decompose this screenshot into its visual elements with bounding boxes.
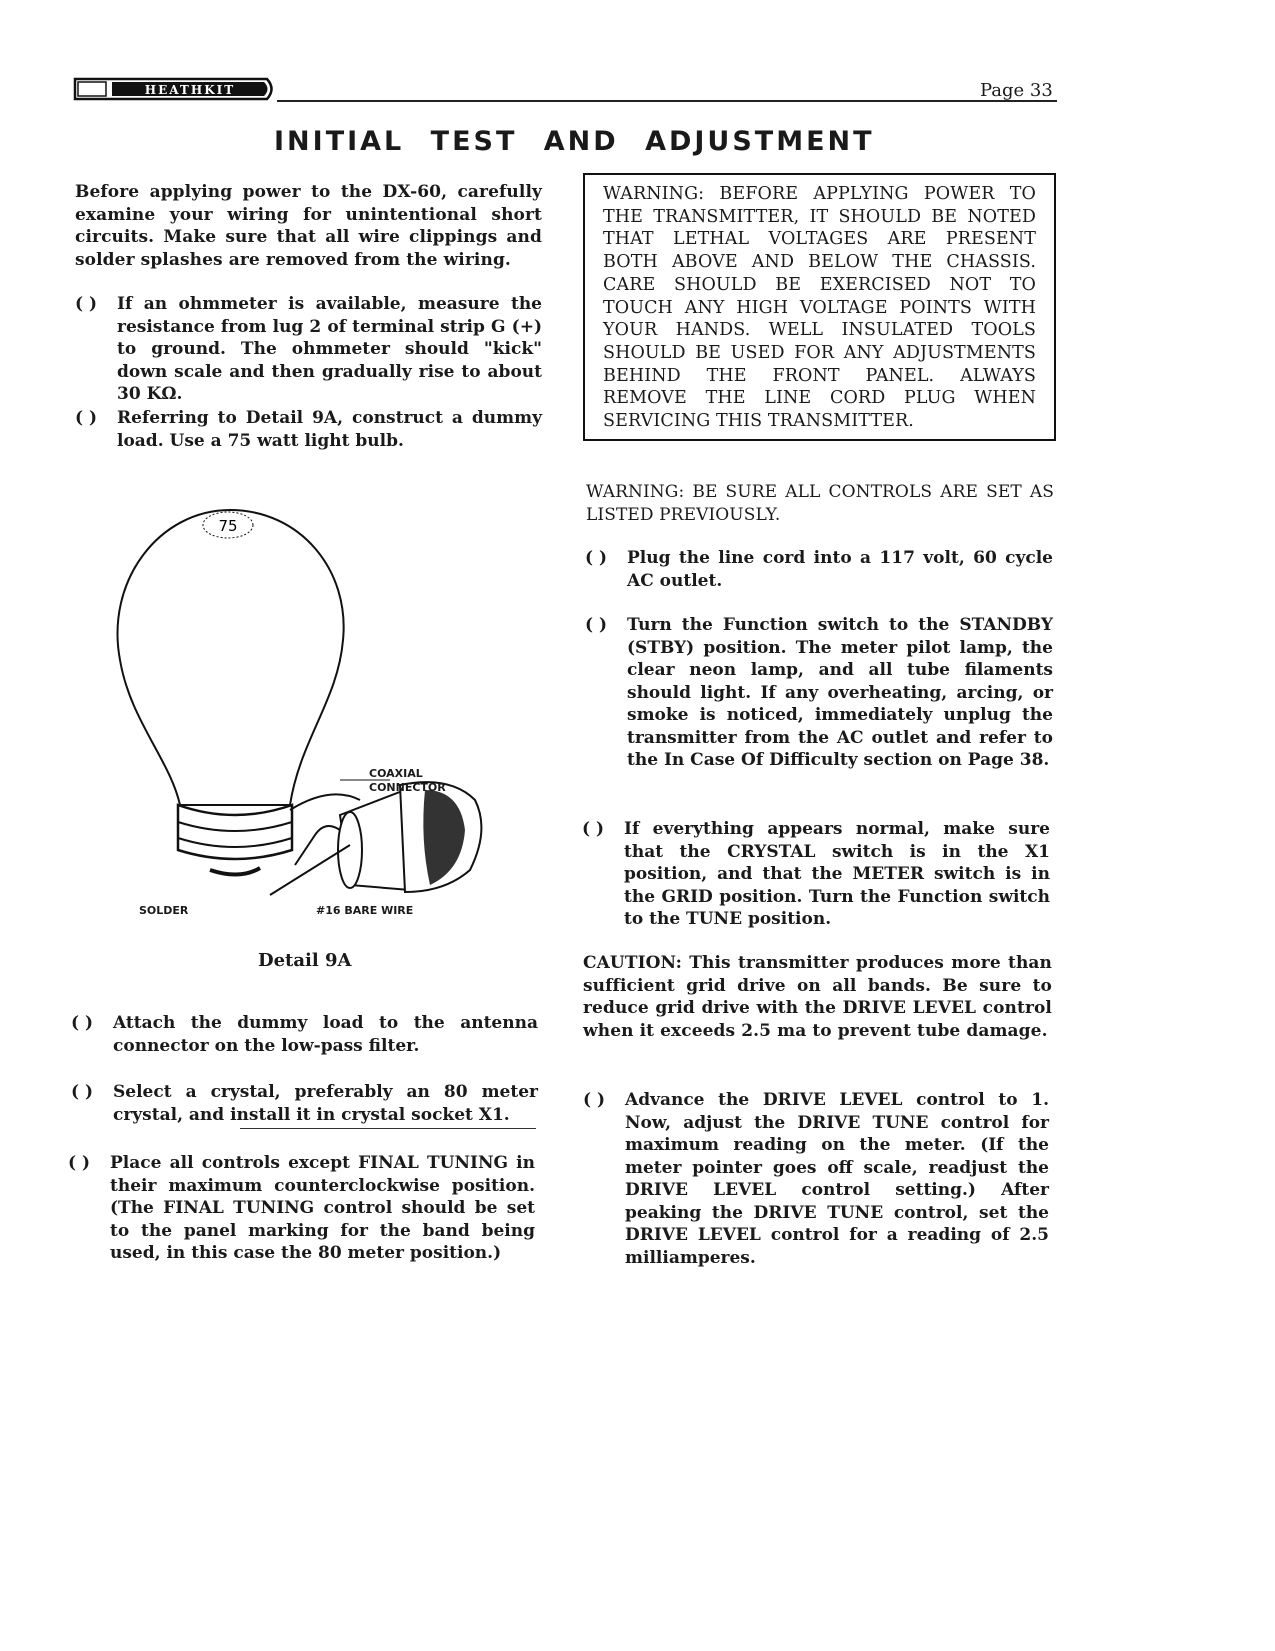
step-checkbox[interactable]: ( ) — [75, 294, 98, 314]
step-plug-line-cord: ( ) Plug the line cord into a 117 volt, 60 cycle AC outlet. — [585, 548, 1053, 591]
step-drive-level: ( ) Advance the DRIVE LEVEL control to 1. Now, adjust the DRIVE TUNE control for maximum reading on the meter. (If the meter pointer goes off scale, readjust the DRIVE LEVEL control setting.) After peaking the DRIVE TUNE control, set the DRIVE LEVEL control for a reading of 2.5 milliamperes. — [583, 1090, 1049, 1268]
warning-controls: WARNING: BE SURE ALL CONTROLS ARE SET AS LISTED PREVIOUSLY. — [586, 482, 1054, 525]
step-checkbox[interactable]: ( ) — [75, 408, 98, 428]
warning-box — [583, 173, 1056, 441]
intro-paragraph: Before applying power to the DX-60, carefully examine your wiring for unintentional short circuits. Make sure that all wire clippings and solder splashes are removed from the wiring. — [75, 182, 542, 270]
step-select-crystal: ( ) Select a crystal, preferably an 80 meter crystal, and install it in crystal socket X1. — [71, 1082, 538, 1125]
caution-paragraph: CAUTION: This transmitter produces more than sufficient grid drive on all bands. Be sure to reduce grid drive with the DRIVE LEVEL control when it exceeds 2.5 ma to prevent tube damage. — [583, 953, 1052, 1041]
svg-text:HEATHKIT: HEATHKIT — [144, 83, 236, 97]
step-checkbox[interactable]: ( ) — [582, 819, 605, 839]
step-checkbox[interactable]: ( ) — [585, 548, 608, 568]
step-checkbox[interactable]: ( ) — [583, 1090, 606, 1110]
bulb-wattage-mark: 75 — [218, 517, 238, 535]
step-crystal-switch: ( ) If everything appears normal, make sure that the CRYSTAL switch is in the X1 position, and that the METER switch is in the GRID position. Turn the Function switch to the TUNE position. — [582, 819, 1050, 929]
label-solder: SOLDER — [139, 904, 189, 917]
header-rule — [277, 100, 1057, 102]
step-place-controls: ( ) Place all controls except FINAL TUNING in their maximum counterclockwise position. (The FINAL TUNING control should be set to the panel marking for the band being used, in this case the 80 meter position.) — [68, 1153, 535, 1263]
step-dummy-load: ( ) Referring to Detail 9A, construct a dummy load. Use a 75 watt light bulb. — [75, 408, 542, 451]
detail-9a-illustration — [100, 500, 520, 930]
step-checkbox[interactable]: ( ) — [68, 1153, 91, 1173]
step-checkbox[interactable]: ( ) — [71, 1013, 94, 1033]
figure-caption: Detail 9A — [258, 950, 352, 971]
step-checkbox[interactable]: ( ) — [71, 1082, 94, 1102]
heathkit-logo — [72, 76, 277, 102]
step-ohmmeter: ( ) If an ohmmeter is available, measure the resistance from lug 2 of terminal strip G (+) to ground. The ohmmeter should "kick" down scale and then gradually rise to about 30 KΩ. — [75, 294, 542, 404]
step-attach-load: ( ) Attach the dummy load to the antenna connector on the low-pass filter. — [71, 1013, 538, 1056]
warning-text: WARNING: BEFORE APPLYING POWER TO THE TRANSMITTER, IT SHOULD BE NOTED THAT LETHAL VOLTAGES ARE PRESENT BOTH ABOVE AND BELOW THE CHASSIS. CARE SHOULD BE EXERCISED NOT TO TOUCH ANY HIGH VOLTAGE POINTS WITH YOUR HANDS. WELL INSULATED TOOLS SHOULD BE USED FOR ANY ADJUSTMENTS BEHIND THE FRONT PANEL. ALWAYS REMOVE THE LINE CORD PLUG WHEN SERVICING THIS TRANSMITTER. — [603, 184, 1036, 432]
step-checkbox[interactable]: ( ) — [585, 615, 608, 635]
step-standby: ( ) Turn the Function switch to the STANDBY (STBY) position. The meter pilot lamp, the clear neon lamp, and all tube filaments should light. If any overheating, arcing, or smoke is noticed, immediately unplug the transmitter from the AC outlet and refer to the In Case Of Difficulty section on Page 38. — [585, 615, 1053, 770]
underline-mark — [240, 1128, 536, 1129]
page-title: INITIAL TEST AND ADJUSTMENT — [274, 126, 875, 157]
label-coaxial-connector: COAXIAL CONNECTOR — [369, 767, 446, 794]
page-number: Page 33 — [980, 80, 1053, 101]
label-bare-wire: #16 BARE WIRE — [316, 904, 414, 917]
